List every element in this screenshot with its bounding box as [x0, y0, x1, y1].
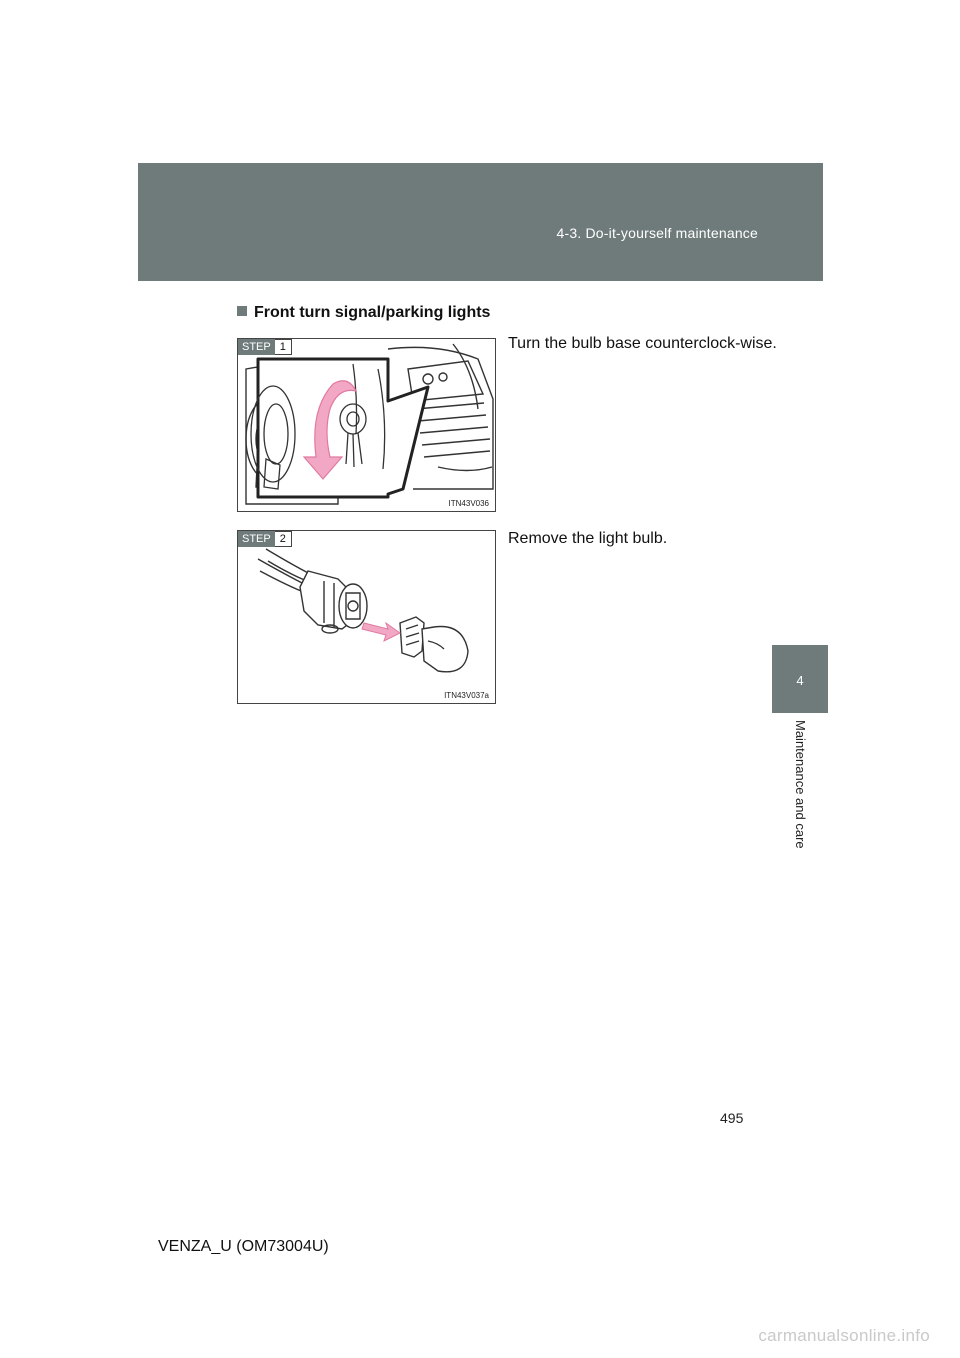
header-band — [138, 163, 823, 281]
section-heading — [237, 304, 490, 322]
watermark: carmanualsonline.info — [758, 1326, 930, 1345]
footer-document-code: VENZA_U (OM73004U) — [158, 1238, 329, 1255]
heading-text: Front turn signal/parking lights — [254, 304, 491, 321]
page-number: 495 — [720, 1110, 744, 1126]
step-number: 2 — [275, 531, 292, 547]
chapter-label: Maintenance and care — [793, 720, 808, 849]
step-1-figure — [237, 338, 496, 512]
step-2-instruction: Remove the light bulb. — [508, 530, 668, 547]
square-bullet-icon — [237, 306, 247, 316]
step-2-badge — [238, 531, 292, 547]
figure-code: ITN43V037a — [444, 691, 489, 700]
chapter-tab — [772, 645, 828, 713]
pull-arrow-icon — [362, 623, 400, 641]
section-title: 4-3. Do-it-yourself maintenance — [556, 225, 758, 241]
bulb-removal-illustration — [238, 531, 495, 703]
headlight-illustration — [238, 339, 495, 511]
step-label: STEP — [238, 339, 275, 355]
step-label: STEP — [238, 531, 275, 547]
step-number: 1 — [275, 339, 292, 355]
figure-code: ITN43V036 — [448, 499, 489, 508]
chapter-number: 4 — [796, 673, 804, 688]
step-1-badge — [238, 339, 292, 355]
step-2-figure — [237, 530, 496, 704]
step-1-instruction: Turn the bulb base counterclock-wise. — [508, 335, 777, 352]
